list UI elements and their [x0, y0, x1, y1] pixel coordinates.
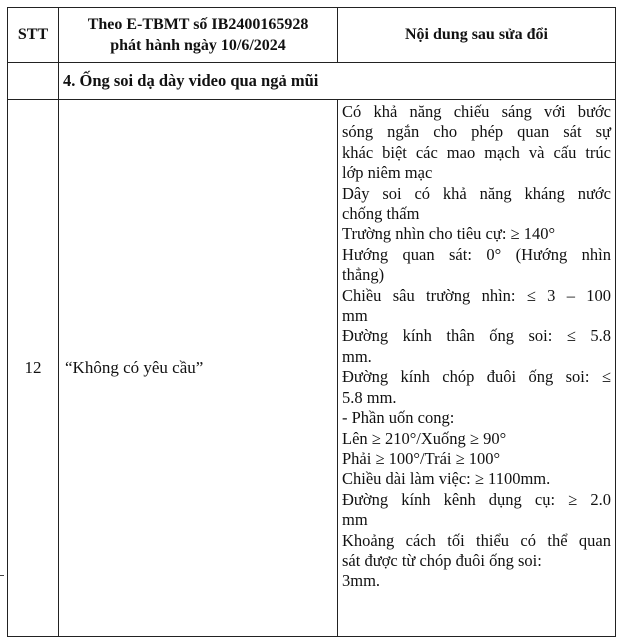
spec-line: Trường nhìn cho tiêu cự: ≥ 140°: [342, 224, 556, 244]
row-revised-content: [338, 100, 616, 637]
spec-line: 3mm.: [342, 571, 381, 591]
spec-line: Đường kính chóp đuôi ống soi: ≤: [342, 367, 611, 387]
section-row: [8, 63, 616, 100]
table-header-row: [8, 8, 616, 63]
spec-line: Chiều dài làm việc: ≥ 1100mm.: [342, 469, 551, 489]
spec-line: Đường kính thân ống soi: ≤ 5.8: [342, 326, 611, 346]
section-empty-cell: [8, 63, 59, 100]
spec-line: mm: [342, 306, 368, 326]
header-original: [59, 8, 338, 63]
spec-line: khác biệt các mao mạch và cấu trúc: [342, 142, 611, 162]
cut-off-heading: [0, 0, 627, 6]
amendment-table: [7, 7, 616, 637]
spec-line: Hướng quan sát: 0° (Hướng nhìn: [342, 244, 611, 264]
spec-line: - Phần uốn cong:: [342, 408, 455, 428]
header-revised: Nội dung sau sửa đổi: [338, 8, 616, 63]
header-stt: STT: [8, 8, 59, 63]
spec-line: Dây soi có khả năng kháng nước: [342, 183, 611, 203]
spec-line: Chiều sâu trường nhìn: ≤ 3 – 100: [342, 285, 611, 305]
spec-line: sóng ngắn cho phép quan sát sự: [342, 122, 611, 142]
spec-line: thẳng): [342, 265, 385, 285]
spec-line: Phải ≥ 100°/Trái ≥ 100°: [342, 448, 501, 468]
spec-line: Đường kính kênh dụng cụ: ≥ 2.0: [342, 489, 611, 509]
spec-line: 5.8 mm.: [342, 387, 397, 407]
header-original-line2: phát hành ngày 10/6/2024: [110, 37, 286, 54]
table-row: [8, 100, 616, 637]
row-original-content: “Không có yêu cầu”: [59, 100, 338, 637]
spec-line: Khoảng cách tối thiểu có thể quan: [342, 530, 611, 550]
margin-mark: [0, 575, 4, 576]
spec-line: sát được từ chóp đuôi ống soi:: [342, 550, 542, 570]
spec-lines: [342, 102, 611, 592]
spec-line: Lên ≥ 210°/Xuống ≥ 90°: [342, 428, 507, 448]
spec-line: chống thấm: [342, 204, 420, 224]
row-stt: 12: [8, 100, 59, 637]
spec-line: mm: [342, 510, 368, 530]
section-title: 4. Ống soi dạ dày video qua ngả mũi: [59, 63, 616, 100]
spec-line: mm.: [342, 346, 372, 366]
spec-line: Có khả năng chiếu sáng với bước: [342, 102, 611, 121]
spec-line: lớp niêm mạc: [342, 163, 433, 183]
header-original-line1: Theo E-TBMT số IB2400165928: [87, 16, 309, 33]
